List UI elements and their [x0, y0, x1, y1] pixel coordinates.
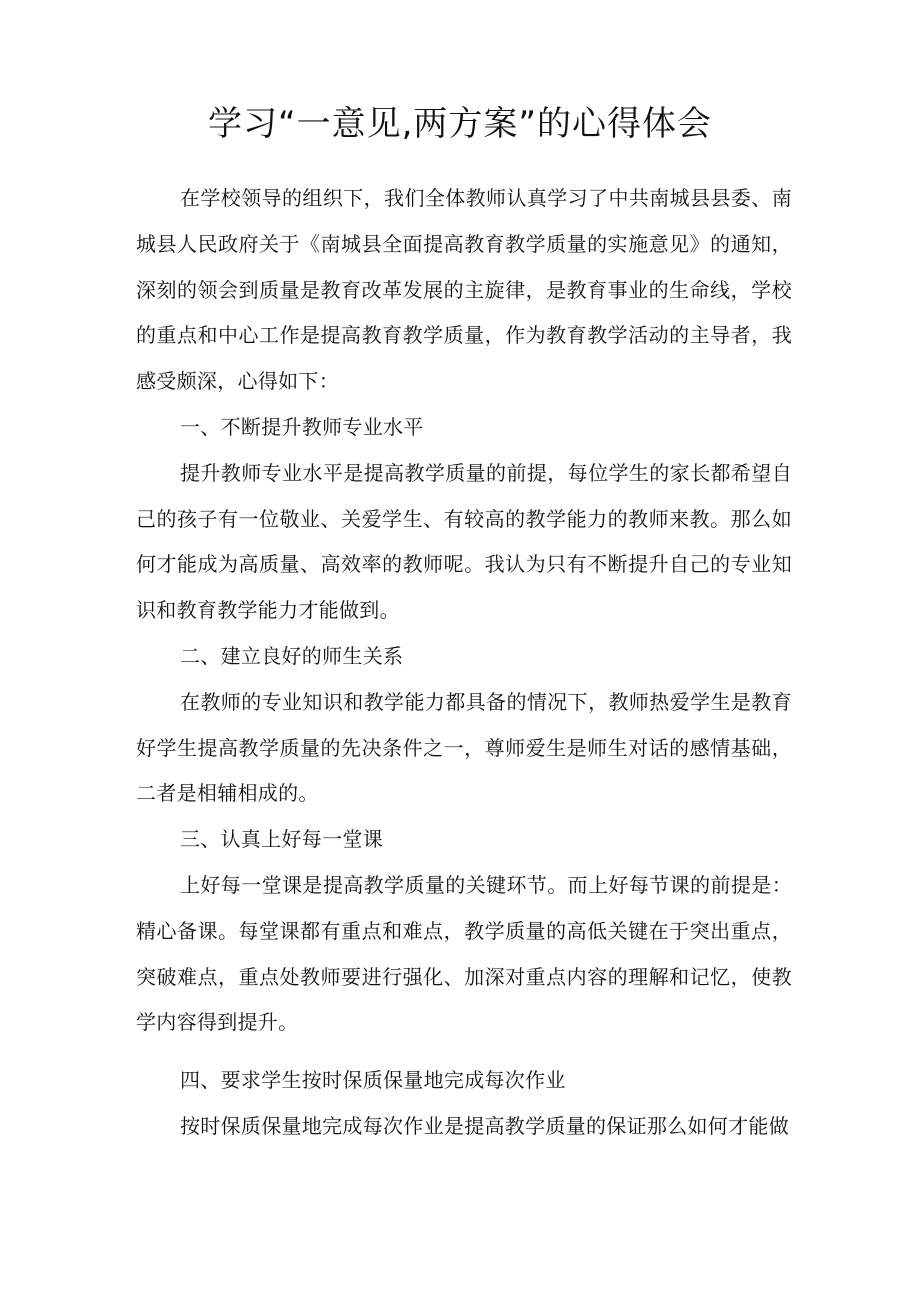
- section-body-2: 在教师的专业知识和教学能力都具备的情况下，教师热爱学生是教育好学生提高教学质量的先决条件之一，尊师爱生是师生对话的感情基础，二者是相辅相成的。: [136, 689, 792, 806]
- document-title: 学习“一意见,两方案”的心得体会: [207, 104, 713, 144]
- section-body-1: 提升教师专业水平是提高教学质量的前提，每位学生的家长都希望自己的孩子有一位敬业、关爱学生、有较高的教学能力的教师来教。那么如何才能成为高质量、高效率的教师呢。我认为只有不断提升自己的专业知识和教育教学能力才能做到。: [136, 460, 792, 623]
- intro-paragraph: 在学校领导的组织下，我们全体教师认真学习了中共南城县县委、南城县人民政府关于《南城县全面提高教育教学质量的实施意见》的通知，深刻的领会到质量是教育改革发展的主旋律，是教育事业的生命线，学校的重点和中心工作是提高教育教学质量，作为教育教学活动的主导者，我感受颇深，心得如下：: [136, 186, 792, 394]
- section-body-4: 按时保质保量地完成每次作业是提高教学质量的保证那么如何才能做: [180, 1113, 789, 1138]
- document-body: [136, 176, 792, 1150]
- section-body-3: 上好每一堂课是提高教学质量的关键环节。而上好每节课的前提是：精心备课。每堂课都有重点和难点，教学质量的高低关键在于突出重点，突破难点，重点处教师要进行强化、加深对重点内容的理解和记忆，使教学内容得到提升。: [136, 872, 792, 1035]
- paragraph-spacer: [136, 1046, 792, 1058]
- section-heading-4: 四、要求学生按时保质保量地完成每次作业: [180, 1068, 566, 1093]
- section-heading-1: 一、不断提升教师专业水平: [180, 414, 424, 439]
- section-heading-3: 三、认真上好每一堂课: [180, 827, 383, 852]
- section-heading-2: 二、建立良好的师生关系: [180, 643, 404, 668]
